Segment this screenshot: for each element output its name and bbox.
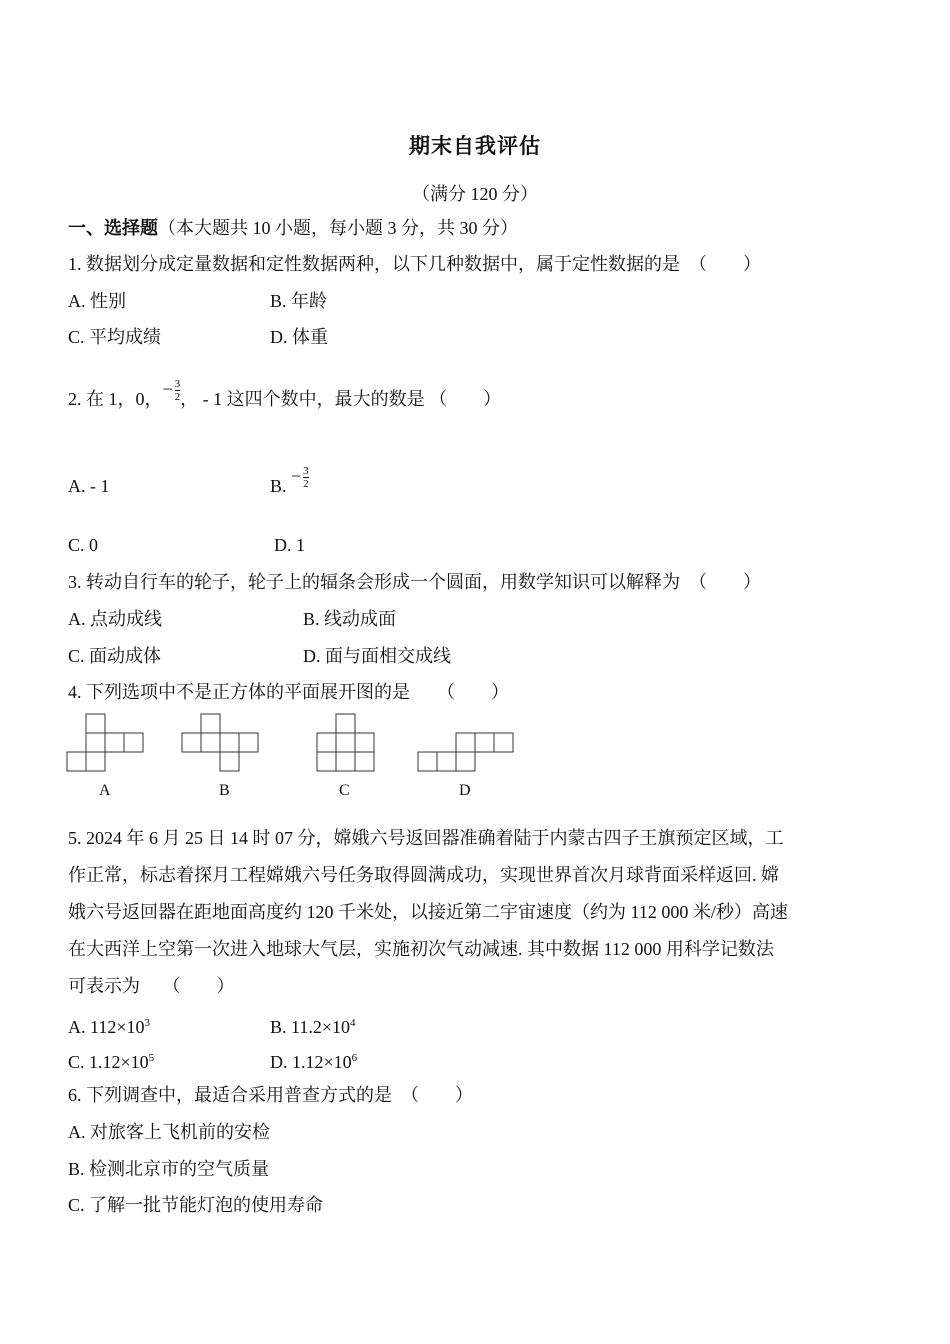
section-heading: 一、选择题 (68, 218, 158, 238)
q5-line-5: 可表示为 （ ） (68, 976, 235, 996)
net-figure-a (67, 714, 143, 771)
q3-option-b: B. 线动成面 (303, 609, 397, 629)
q3-stem: 3. 转动自行车的轮子，轮子上的辐条会形成一个圆面，用数学知识可以解释为 （ ） (68, 572, 761, 592)
q3-option-c: C. 面动成体 (68, 646, 162, 666)
q5-option-a-exp: 3 (144, 1017, 150, 1029)
page-title: 期末自我评估 (409, 134, 541, 158)
net-figure-c (317, 714, 374, 771)
q5-option-a-base: A. 112×10 (68, 1017, 145, 1037)
full-score: （满分 120 分） (412, 184, 538, 204)
q2-option-b-label: B. (270, 476, 287, 496)
net-label-a: A (99, 782, 111, 799)
q5-line-1: 5. 2024 年 6 月 25 日 14 时 07 分，嫦娥六号返回器准确着陆于内蒙古四子王旗预定区域，工 (68, 828, 784, 848)
q4-stem: 4. 下列选项中不是正方体的平面展开图的是 （ ） (68, 682, 509, 702)
q6-option-a: A. 对旅客上飞机前的安检 (68, 1122, 270, 1142)
q2-frac-num: 3 (174, 378, 181, 391)
q3-option-d: D. 面与面相交成线 (303, 646, 451, 666)
net-figure-b (182, 714, 258, 771)
q2-minus-sign: − (162, 379, 173, 399)
q2-b-frac-num: 3 (303, 465, 309, 478)
net-label-b: B (219, 782, 230, 799)
q5-line-2: 作正常，标志着探月工程嫦娥六号任务取得圆满成功，实现世界首次月球背面采样返回. 嫦 (68, 865, 779, 885)
q2-stem-start: 2. 在 1，0， (68, 389, 163, 409)
cube-net-diagram (66, 712, 526, 804)
q5-option-c (68, 1046, 154, 1074)
q1-option-d: D. 体重 (270, 327, 328, 347)
q5-option-c-base: C. 1.12×10 (68, 1052, 149, 1072)
net-label-d: D (459, 782, 471, 799)
q2-stem-end: ， - 1 这四个数中，最大的数是 （ ） (180, 389, 502, 409)
net-label-c: C (339, 782, 350, 799)
q5-option-a (68, 1011, 150, 1039)
q1-option-a: A. 性别 (68, 291, 126, 311)
q2-option-c: C. 0 (68, 535, 99, 555)
q2-fraction (175, 378, 181, 403)
q1-option-b: B. 年龄 (270, 291, 328, 311)
q6-option-c: C. 了解一批节能灯泡的使用寿命 (68, 1195, 324, 1215)
q6-option-b: B. 检测北京市的空气质量 (68, 1159, 270, 1179)
q5-line-4: 在大西洋上空第一次进入地球大气层，实施初次气动减速. 其中数据 112 000 用科学记数法 (68, 939, 774, 959)
net-figure-d (418, 733, 513, 771)
q2-stem (68, 378, 502, 413)
q2-b-fraction (303, 465, 309, 490)
q1-stem: 1. 数据划分成定量数据和定性数据两种，以下几种数据中，属于定性数据的是 （ ） (68, 254, 761, 274)
q2-frac-den: 2 (174, 391, 181, 404)
q5-line-3: 娥六号返回器在距地面高度约 120 千米处，以接近第二宇宙速度（约为 112 000 米/秒）高速 (68, 902, 788, 922)
q5-option-b-base: B. 11.2×10 (270, 1017, 350, 1037)
section-note: （本大题共 10 小题，每小题 3 分，共 30 分） (158, 218, 518, 238)
q2-option-d: D. 1 (274, 535, 305, 555)
q1-option-c: C. 平均成绩 (68, 327, 162, 347)
q5-option-b (270, 1011, 356, 1039)
q2-b-minus-sign: − (291, 466, 302, 486)
q5-option-d-exp: 6 (351, 1052, 358, 1064)
cube-net-figures (66, 712, 526, 804)
q5-option-d (270, 1046, 357, 1074)
q5-option-c-exp: 5 (148, 1052, 155, 1064)
q3-option-a: A. 点动成线 (68, 609, 162, 629)
q6-stem: 6. 下列调查中，最适合采用普查方式的是 （ ） (68, 1085, 473, 1105)
q2-option-b (270, 465, 309, 500)
q2-b-frac-den: 2 (303, 478, 309, 491)
q2-option-a: A. - 1 (68, 476, 110, 496)
q5-option-d-base: D. 1.12×10 (270, 1052, 352, 1072)
q5-option-b-exp: 4 (350, 1017, 356, 1029)
section-heading-line (68, 216, 518, 240)
